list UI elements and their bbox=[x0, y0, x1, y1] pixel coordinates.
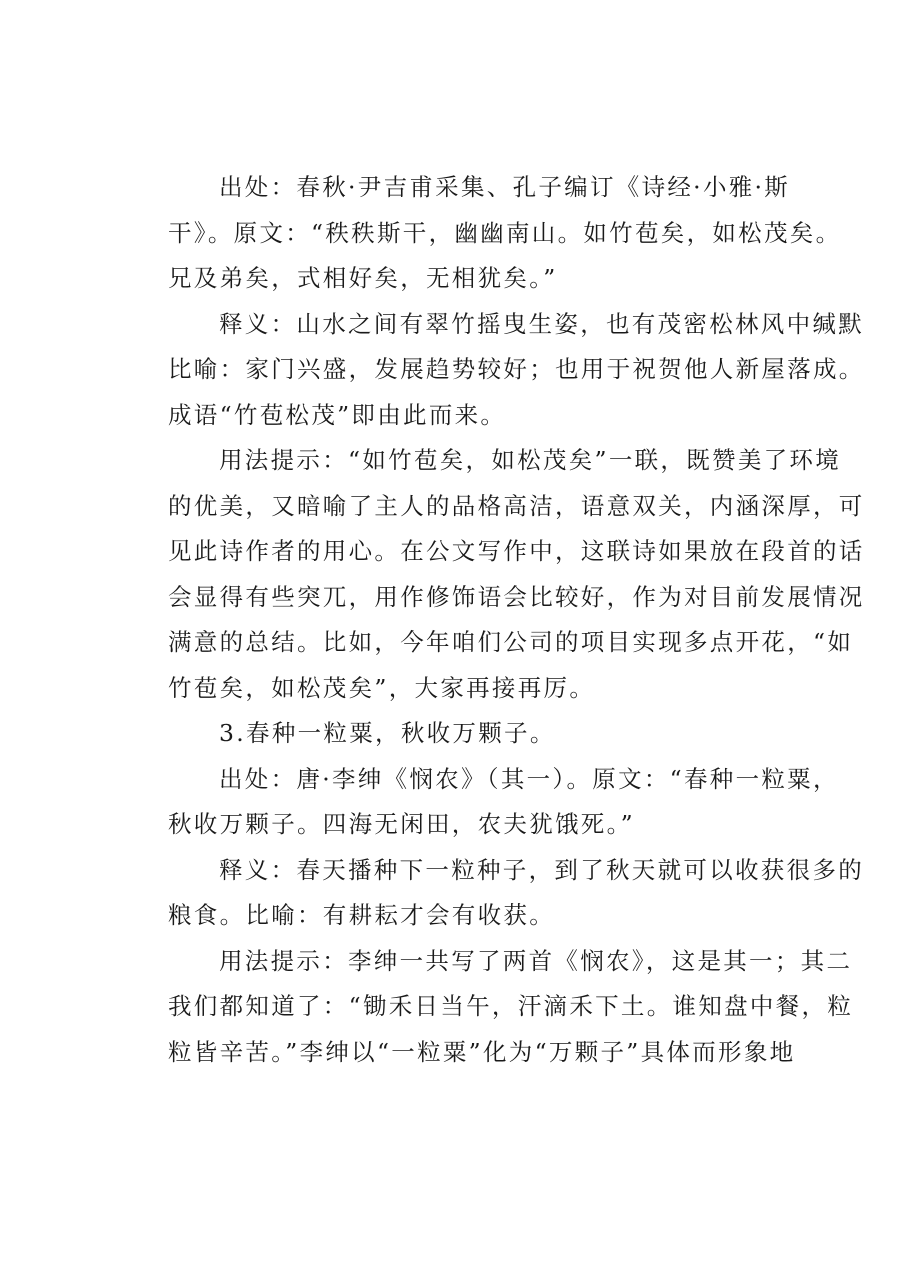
heading-line: 3.春种一粒粟，秋收万颗子。 bbox=[219, 719, 556, 747]
paragraph-usage-minnong bbox=[121, 939, 854, 1076]
text-line: 见此诗作者的用心。在公文写作中，这联诗如果放在段首的话 bbox=[168, 537, 865, 565]
text-line: 粒皆辛苦。”李绅以“一粒粟”化为“万颗子”具体而形象地 bbox=[168, 1037, 796, 1066]
text-line: 会显得有些突兀，用作修饰语会比较好，作为对目前发展情况 bbox=[168, 582, 865, 611]
text-line: 秋收万颗子。四海无闲田，农夫犹饿死。” bbox=[168, 810, 635, 838]
text-line: 出处：春秋·尹吉甫采集、孔子编订《诗经·小雅·斯 bbox=[219, 173, 791, 201]
paragraph-usage-shijing bbox=[121, 438, 865, 711]
text-line: 我们都知道了：“锄禾日当午，汗滴禾下土。谁知盘中餐，粒 bbox=[168, 992, 854, 1020]
text-line: 释义：山水之间有翠竹摇曳生姿，也有茂密松林风中缄默 bbox=[219, 309, 864, 338]
text-line: 兄及弟矣，式相好矣，无相犹矣。” bbox=[168, 264, 558, 292]
document-body bbox=[121, 165, 865, 1075]
text-line: 粮食。比喻：有耕耘才会有收获。 bbox=[168, 901, 555, 929]
paragraph-source-shijing bbox=[121, 165, 842, 302]
text-line: 用法提示：“如竹苞矣，如松茂矣”一联，既赞美了环境 bbox=[219, 446, 842, 474]
text-line: 竹苞矣，如松茂矣”，大家再接再厉。 bbox=[168, 673, 596, 702]
text-line: 出处：唐·李绅《悯农》（其一）。原文：“春种一粒粟， bbox=[219, 764, 839, 793]
text-line: 释义：春天播种下一粒种子，到了秋天就可以收获很多的 bbox=[219, 855, 864, 884]
paragraph-meaning-shijing bbox=[121, 302, 865, 439]
text-line: 用法提示：李绅一共写了两首《悯农》，这是其一；其二 bbox=[219, 946, 853, 975]
text-line: 干》。原文：“秩秩斯干，幽幽南山。如竹苞矣，如松茂矣。 bbox=[168, 218, 842, 247]
section-heading-3 bbox=[121, 711, 811, 757]
text-line: 的优美，又暗喻了主人的品格高洁，语意双关，内涵深厚，可 bbox=[168, 491, 865, 520]
paragraph-meaning-minnong bbox=[121, 848, 864, 939]
text-line: 满意的总结。比如，今年咱们公司的项目实现多点开花，“如 bbox=[168, 628, 854, 656]
paragraph-source-minnong bbox=[121, 757, 839, 848]
text-line: 成语“竹苞松茂”即由此而来。 bbox=[168, 400, 507, 429]
text-line: 比喻：家门兴盛，发展趋势较好；也用于祝贺他人新屋落成。 bbox=[168, 355, 865, 383]
